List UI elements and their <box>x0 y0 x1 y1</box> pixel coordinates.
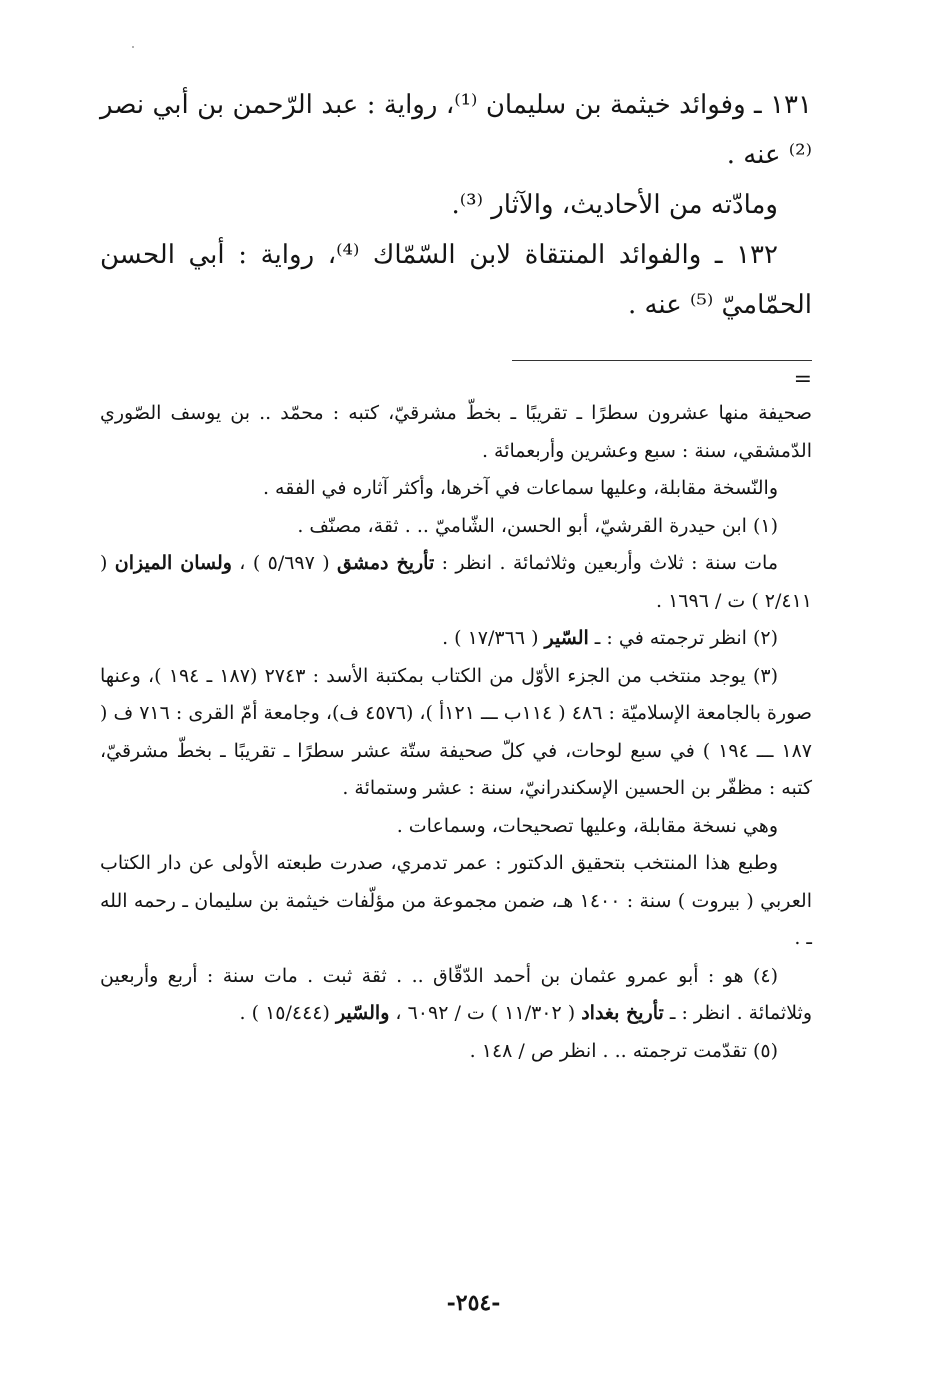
footnote-5: (٥) تقدّمت ترجمته .. . انظر ص / ١٤٨ . <box>469 1039 778 1062</box>
page-number: -٢٥٤- <box>446 1290 501 1316</box>
footnote-2: (٢) انظر ترجمته في : ـ السّير ( ١٧/٣٦٦ ) . <box>442 627 778 649</box>
footnote-rule-wrap <box>100 348 812 361</box>
entry-132: ١٣٢ ـ والفوائد المنتقاة لابن السّمّاك ⁽⁴⁾، رواية : أبي الحسن الحمّاميّ ⁽⁵⁾ عنه . <box>100 240 812 320</box>
footnote-1-refs: مات سنة : ثلاث وأربعين وثلاثمائة . انظر : تأريخ دمشق ( ٥/٦٩٧ ) ، ولسان الميزان ( ٢/٤١١ ) ت / ١٦٩٦ . <box>100 552 812 612</box>
source-title: ولسان الميزان <box>114 552 232 574</box>
footnote-3: (٣) يوجد منتخب من الجزء الأوّل من الكتاب بمكتبة الأسد : ٢٧٤٣ (١٨٧ ـ ١٩٤ )، وعنها صورة بالجامعة الإسلاميّة : ٤٨٦ ( ١١٤ب ـــ ١٢١أ )، (٤٥٧٦ ف)، وجامعة أمّ القرى : ٧١٦ ف ( ١٨٧ ـــ ١٩٤ ) في سبع لوحات، في كلّ صحيفة ستّة عشر سطرًا ـ تقريبًا ـ بخطّ مشرقيّ، كتبه : مظفّر بن الحسين الإسكندرانيّ، سنة : عشر وستمائة . <box>100 664 813 799</box>
page-body <box>100 80 812 1070</box>
footnote-continuation: صحيفة منها عشرون سطرًا ـ تقريبًا ـ بخطّ مشرقيّ، كتبه : محمّد .. بن يوسف الصّوري الدّمشقي، سنة : سبع وعشرين وأربعمائة . <box>100 402 812 462</box>
continuation-mark: = <box>793 367 812 392</box>
footnote-4: (٤) هو : أبو عمرو عثمان بن أحمد الدّقّاق .. . ثقة ثبت . مات سنة : أربع وأربعين وثلاثمائة . انظر : ـ تأريخ بغداد ( ١١/٣٠٢ ) ت / ٦٠٩٢ ، والسّير (١٥/٤٤٤ ) . <box>100 964 812 1024</box>
footnote-3-edition: وطبع هذا المنتخب بتحقيق الدكتور : عمر تدمري، صدرت طبعته الأولى عن دار الكتاب العربي ( بيروت ) سنة : ١٤٠٠ هـ، ضمن مجموعة من مؤلّفات خيثمة بن سليمان ـ رحمه الله ـ . <box>100 852 812 949</box>
entry-131-content: ومادّته من الأحاديث، والآثار ⁽³⁾. <box>451 190 778 220</box>
source-title: والسّير <box>335 1002 390 1024</box>
footnote-1: (١) ابن حيدرة القرشيّ، أبو الحسن، الشّاميّ .. . ثقة، مصنّف . <box>297 514 778 537</box>
footnote-3-note: وهي نسخة مقابلة، وعليها تصحيحات، وسماعات . <box>396 814 778 837</box>
source-title: تأريخ بغداد <box>581 1002 664 1024</box>
footnote-separator <box>512 360 812 361</box>
footnote-continuation-2: والنّسخة مقابلة، وعليها سماعات في آخرها، وأكثر آثاره في الفقه . <box>262 477 778 499</box>
scan-speck <box>132 46 134 48</box>
source-title: تأريخ دمشق <box>337 552 435 574</box>
footnotes <box>100 395 812 1070</box>
entry-131: ١٣١ ـ وفوائد خيثمة بن سليمان ⁽¹⁾، رواية : عبد الرّحمن بن أبي نصر ⁽²⁾ عنه . <box>100 90 812 170</box>
main-text <box>100 80 812 330</box>
source-title: السّير <box>544 627 589 649</box>
